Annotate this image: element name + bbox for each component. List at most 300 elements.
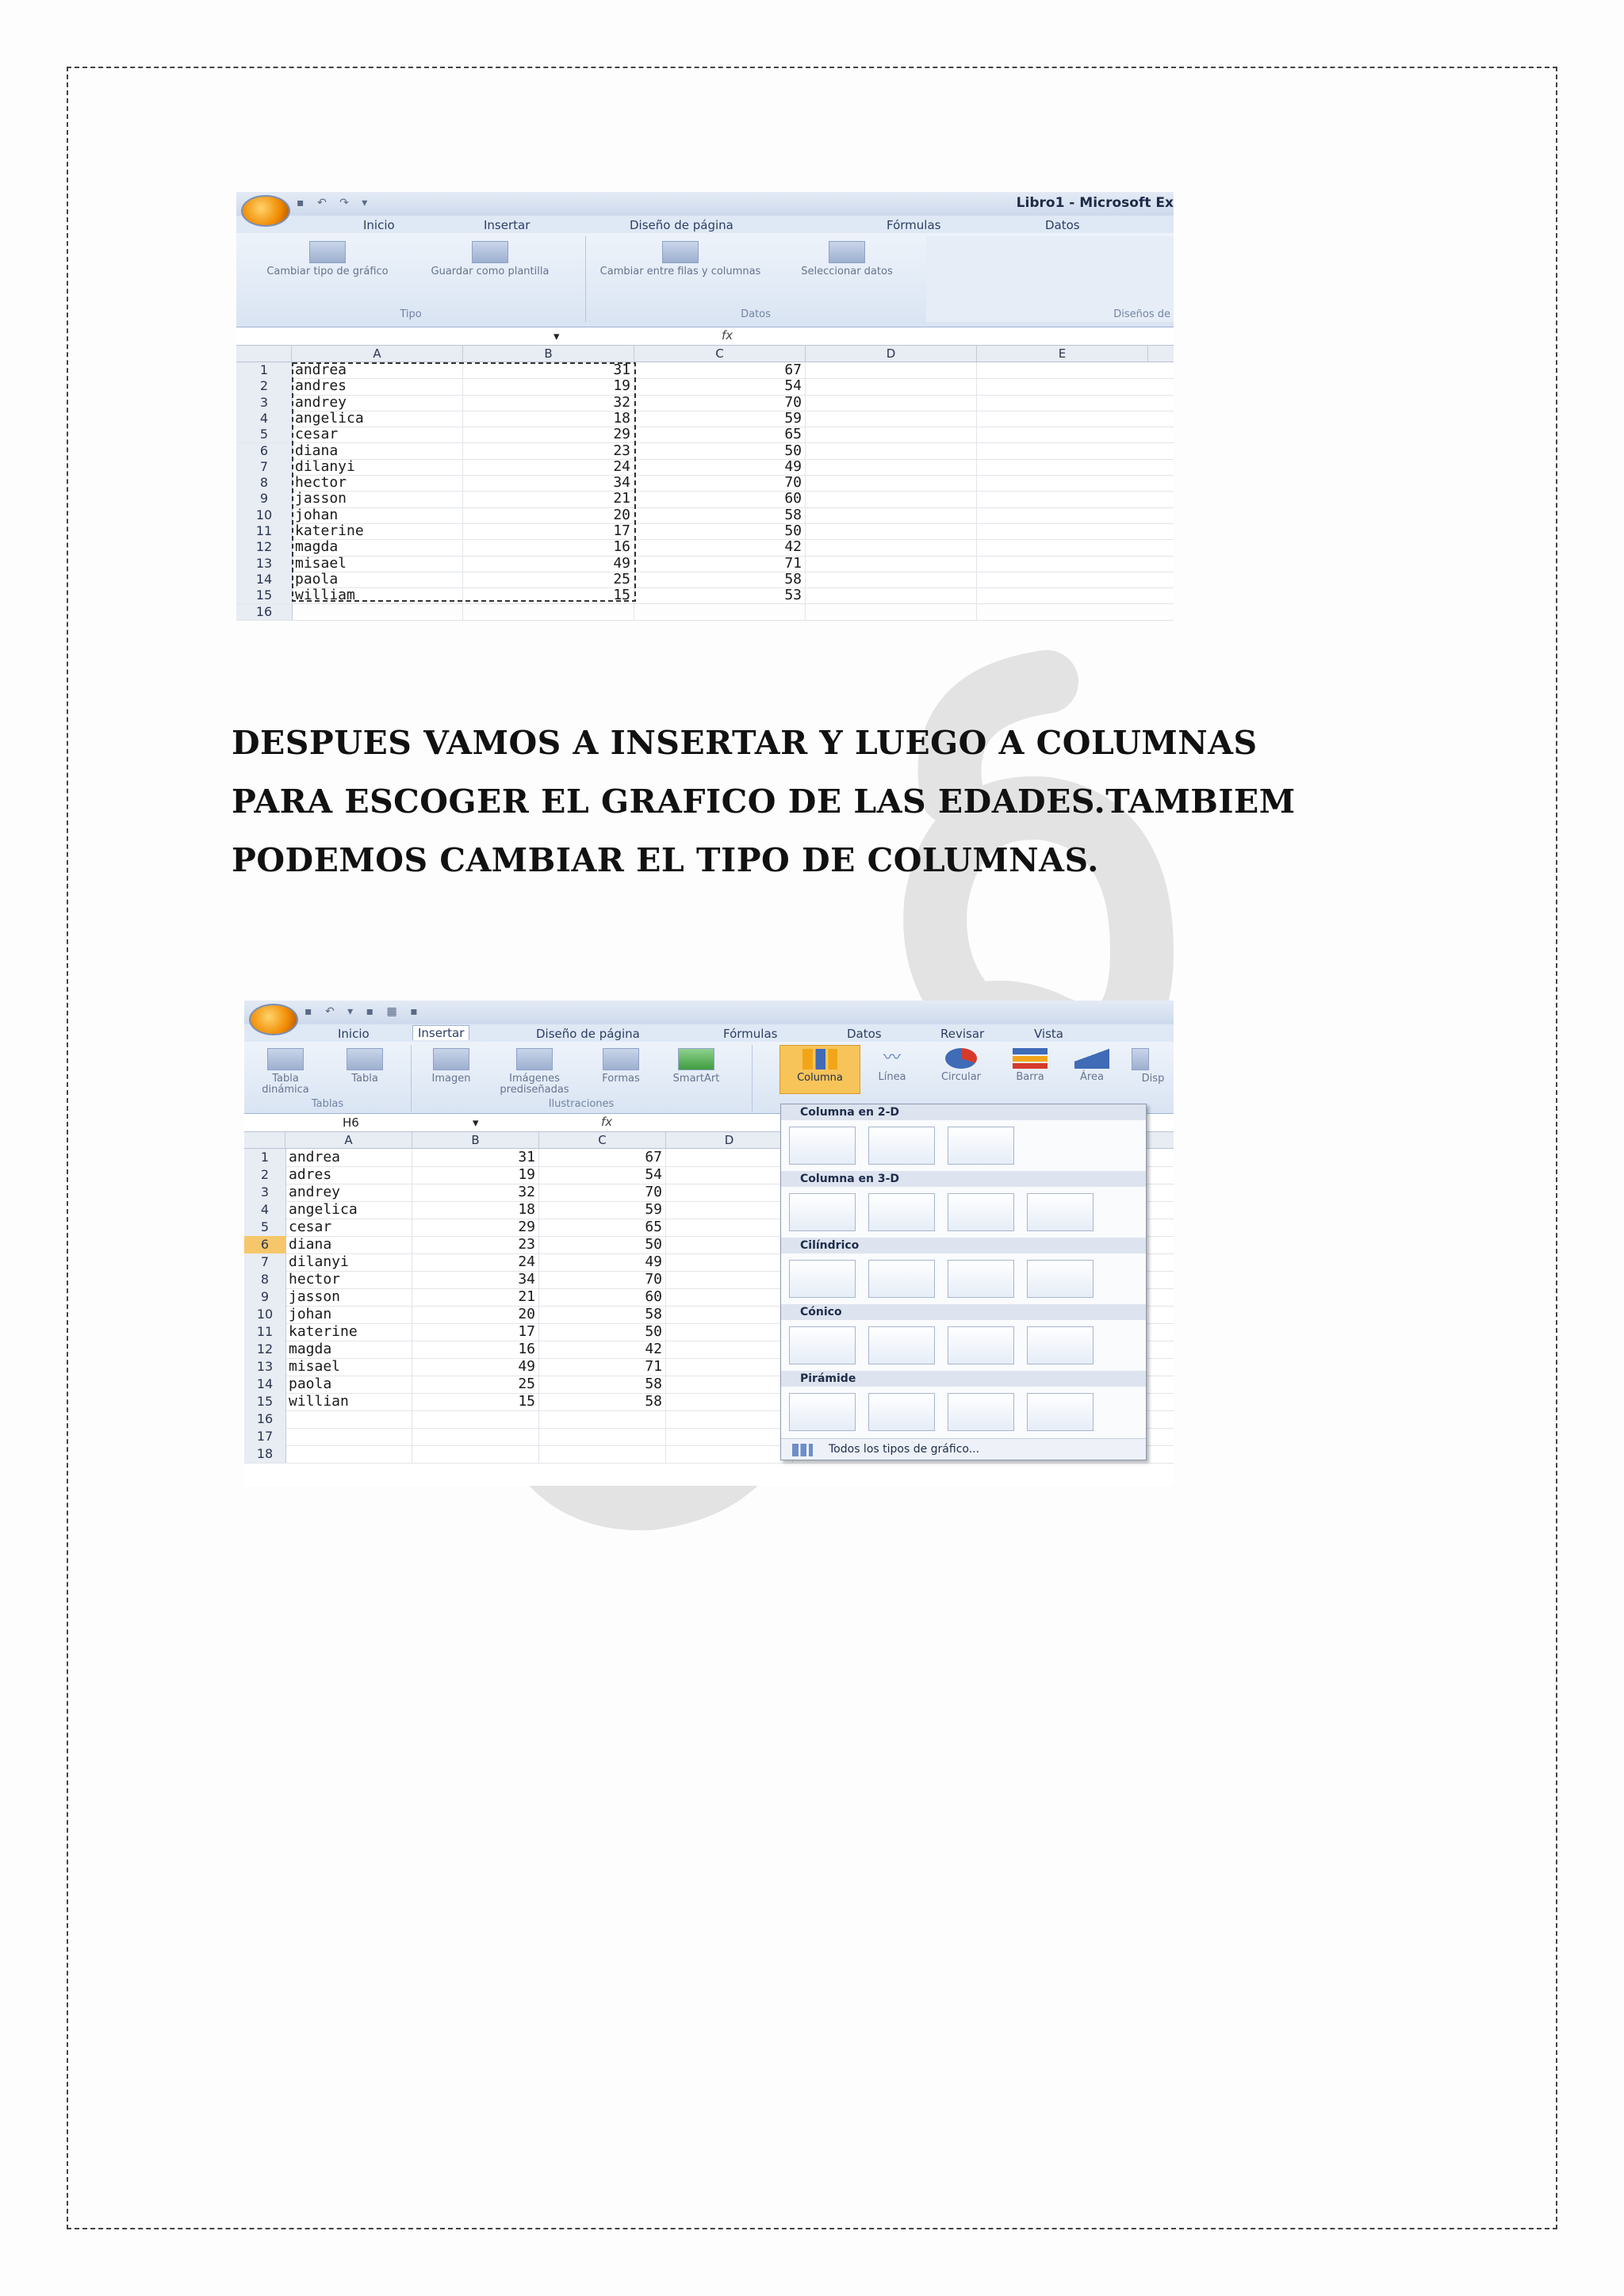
clip-art-button[interactable] <box>487 1048 582 1096</box>
row-header[interactable]: 14 <box>244 1376 286 1393</box>
cell-age[interactable]: 17 <box>463 523 634 539</box>
group-graficos <box>779 1045 1176 1112</box>
cell-age[interactable]: 29 <box>463 427 634 442</box>
cell-value[interactable] <box>539 1410 666 1428</box>
column-header-e[interactable]: E <box>977 346 1148 362</box>
cell-name[interactable] <box>285 1410 412 1428</box>
cell-value[interactable] <box>539 1445 666 1463</box>
ribbon-tabs <box>236 216 1174 234</box>
fx-icon[interactable]: fx <box>722 328 733 342</box>
tab-formulas[interactable]: Fórmulas <box>887 218 941 232</box>
tab-insertar[interactable]: Insertar <box>412 1025 469 1040</box>
cell-age[interactable]: 20 <box>412 1306 539 1323</box>
cone-3d-icon[interactable] <box>1027 1326 1094 1364</box>
row-header[interactable]: 13 <box>236 556 293 572</box>
cell-age[interactable]: 34 <box>412 1271 539 1288</box>
cell-name[interactable]: diana <box>285 1236 412 1253</box>
quick-access-toolbar[interactable]: ▪ ↶ ↷ ▾ <box>297 197 373 209</box>
cell-value[interactable] <box>539 1428 666 1445</box>
group-tipo <box>236 236 586 322</box>
clustered-column-2d-icon[interactable] <box>789 1127 856 1165</box>
pivot-table-label: Tabla dinámica <box>262 1073 309 1096</box>
row-header[interactable]: 15 <box>244 1393 286 1410</box>
pie-chart-icon <box>945 1048 977 1069</box>
cell-name[interactable]: dilanyi <box>285 1253 412 1271</box>
column-chart-label: Columna <box>797 1072 843 1084</box>
smartart-button[interactable] <box>657 1048 736 1085</box>
cell-age[interactable]: 23 <box>463 443 634 459</box>
office-button[interactable] <box>249 1004 298 1035</box>
group-disenos <box>926 236 1174 322</box>
cell-value[interactable]: 59 <box>634 411 806 427</box>
image-button[interactable] <box>416 1048 487 1085</box>
switch-row-column-button[interactable] <box>593 241 768 277</box>
cell-empty[interactable] <box>666 1393 793 1410</box>
row-header[interactable]: 6 <box>244 1236 286 1253</box>
shapes-icon <box>603 1048 639 1070</box>
cell-empty[interactable] <box>806 523 977 539</box>
cell-name[interactable]: katerine <box>285 1323 412 1341</box>
cell-value[interactable]: 50 <box>539 1236 666 1253</box>
stacked100-cone-icon[interactable] <box>948 1326 1014 1364</box>
clustered-pyramid-icon[interactable] <box>789 1393 856 1431</box>
cell-empty[interactable] <box>806 475 977 491</box>
fx-icon[interactable]: fx <box>601 1115 613 1129</box>
cell-value[interactable]: 50 <box>634 523 806 539</box>
cell-empty[interactable] <box>666 1428 793 1445</box>
cell-empty[interactable] <box>666 1149 793 1166</box>
cell-empty[interactable] <box>666 1219 793 1236</box>
group-label-datos: Datos <box>741 308 771 320</box>
row-header[interactable]: 13 <box>244 1358 286 1376</box>
cell-name[interactable]: willian <box>285 1393 412 1410</box>
column-header-c[interactable]: C <box>634 346 806 362</box>
stacked100-cylinder-icon[interactable] <box>948 1260 1014 1298</box>
cell-age[interactable]: 25 <box>412 1376 539 1393</box>
cell-age[interactable]: 32 <box>412 1184 539 1201</box>
image-label: Imagen <box>431 1073 471 1085</box>
row-header[interactable]: 12 <box>236 539 293 555</box>
stacked100-column-2d-icon[interactable] <box>948 1127 1014 1165</box>
tab-diseno-pagina[interactable]: Diseño de página <box>630 218 733 232</box>
clustered-cone-icon[interactable] <box>789 1326 856 1364</box>
scatter-chart-icon <box>1132 1048 1149 1070</box>
cell-name[interactable]: cesar <box>292 427 463 442</box>
cell-age[interactable]: 15 <box>412 1393 539 1410</box>
cell-age[interactable] <box>412 1428 539 1445</box>
cell-age[interactable]: 16 <box>412 1341 539 1358</box>
cell-name[interactable]: magda <box>292 539 463 555</box>
pie-chart-label: Circular <box>940 1071 982 1083</box>
table-icon <box>347 1048 383 1070</box>
name-box-dropdown-icon[interactable]: ▾ <box>473 1115 479 1130</box>
cell-age[interactable] <box>412 1445 539 1463</box>
cell-name[interactable]: paola <box>285 1376 412 1393</box>
row-header[interactable]: 18 <box>244 1445 286 1463</box>
column-header-b[interactable]: B <box>463 346 634 362</box>
clustered-cylinder-icon[interactable] <box>789 1260 856 1298</box>
cell-name[interactable]: cesar <box>285 1219 412 1236</box>
cell-empty[interactable] <box>806 587 977 603</box>
select-all-corner[interactable] <box>244 1132 285 1148</box>
cell-value[interactable]: 50 <box>539 1323 666 1341</box>
cell-age[interactable]: 19 <box>463 378 634 394</box>
cell-age[interactable]: 21 <box>412 1288 539 1306</box>
group-label-ilustraciones: Ilustraciones <box>548 1098 615 1110</box>
stacked100-column-3d-icon[interactable] <box>948 1193 1014 1231</box>
row-header[interactable]: 16 <box>244 1410 286 1428</box>
cell-empty[interactable] <box>666 1236 793 1253</box>
cell-value[interactable]: 70 <box>539 1271 666 1288</box>
row-header[interactable]: 4 <box>244 1201 286 1219</box>
row-header[interactable]: 15 <box>236 587 293 603</box>
group-label-disenos: Diseños de <box>1113 308 1170 320</box>
column-header-a[interactable]: A <box>292 346 463 362</box>
quick-access-toolbar[interactable]: ▪ ↶ ▾ ▪ ▦ ▪ <box>304 1005 423 1018</box>
stacked-column-3d-icon[interactable] <box>868 1193 935 1231</box>
cell-empty[interactable] <box>806 427 977 442</box>
ribbon-tabs <box>244 1024 1174 1043</box>
stacked-column-2d-icon[interactable] <box>868 1127 935 1165</box>
cell-age[interactable]: 18 <box>463 411 634 427</box>
row-header[interactable]: 3 <box>244 1184 286 1201</box>
tab-inicio[interactable]: Inicio <box>363 218 395 232</box>
cell-value[interactable]: 54 <box>634 378 806 394</box>
row-header[interactable]: 5 <box>244 1219 286 1236</box>
cell-empty[interactable] <box>666 1341 793 1358</box>
group-label-tablas: Tablas <box>311 1098 344 1110</box>
row-header[interactable]: 4 <box>236 411 293 427</box>
cell-age[interactable]: 31 <box>412 1149 539 1166</box>
line-chart-button[interactable] <box>862 1048 922 1083</box>
copy-selection-marquee <box>292 362 636 603</box>
bar-chart-label: Barra <box>1016 1071 1044 1083</box>
cell-value[interactable]: 70 <box>539 1184 666 1201</box>
group-ilustraciones <box>411 1045 753 1112</box>
row-header[interactable]: 8 <box>244 1271 286 1288</box>
pyramid-3d-icon[interactable] <box>1027 1393 1094 1431</box>
select-data-button[interactable] <box>776 241 918 277</box>
cell-empty[interactable] <box>666 1323 793 1341</box>
stacked-cone-icon[interactable] <box>868 1326 935 1364</box>
cell-empty[interactable] <box>806 572 977 587</box>
switch-row-column-icon <box>662 241 699 263</box>
cell-age[interactable]: 29 <box>412 1219 539 1236</box>
column-header-b[interactable]: B <box>412 1132 539 1148</box>
cell-name[interactable]: magda <box>285 1341 412 1358</box>
bar-chart-button[interactable] <box>1000 1048 1060 1083</box>
cell-value[interactable]: 71 <box>634 556 806 572</box>
column-header-c[interactable]: C <box>539 1132 666 1148</box>
all-chart-types-icon <box>792 1444 813 1456</box>
cell-value[interactable]: 67 <box>634 362 806 378</box>
cell-empty[interactable] <box>806 411 977 427</box>
cell-value[interactable]: 49 <box>634 459 806 475</box>
clustered-column-3d-icon[interactable] <box>789 1193 856 1231</box>
row-header[interactable]: 11 <box>244 1323 286 1341</box>
gallery-section-cylinder: Cilíndrico <box>781 1238 1146 1253</box>
cell-empty[interactable] <box>806 507 977 523</box>
cell-empty[interactable] <box>666 1166 793 1184</box>
title-bar <box>236 192 1174 216</box>
shapes-button[interactable] <box>587 1048 655 1085</box>
cell-value[interactable]: 59 <box>539 1201 666 1219</box>
column-header-a[interactable]: A <box>285 1132 412 1148</box>
chart-type-icon <box>309 241 346 263</box>
cell-empty[interactable] <box>806 491 977 507</box>
cell-name[interactable]: jasson <box>292 491 463 507</box>
pivot-table-icon <box>267 1048 304 1070</box>
cell-age[interactable]: 19 <box>412 1166 539 1184</box>
cell-name[interactable]: paola <box>292 572 463 587</box>
cell-value[interactable]: 54 <box>539 1166 666 1184</box>
ribbon <box>236 233 1174 327</box>
cell-value[interactable] <box>634 604 806 620</box>
cell-empty[interactable] <box>806 378 977 394</box>
name-box[interactable]: H6 <box>343 1115 359 1130</box>
tab-formulas[interactable]: Fórmulas <box>723 1027 778 1041</box>
column-chart-icon <box>802 1049 837 1070</box>
pie-chart-button[interactable] <box>925 1048 997 1083</box>
row-header[interactable]: 5 <box>236 427 293 442</box>
row-header[interactable]: 16 <box>236 604 293 620</box>
cell-empty[interactable] <box>806 604 977 620</box>
smartart-icon <box>678 1048 714 1070</box>
cell-name[interactable]: angelica <box>285 1201 412 1219</box>
bar-chart-icon <box>1013 1048 1048 1069</box>
pivot-table-button[interactable] <box>247 1048 324 1096</box>
cell-name[interactable]: andres <box>292 378 463 394</box>
tab-datos[interactable]: Datos <box>1045 218 1080 232</box>
cell-name[interactable]: andrea <box>285 1149 412 1166</box>
tab-diseno-pagina[interactable]: Diseño de página <box>536 1027 640 1041</box>
template-icon <box>472 241 508 263</box>
cell-age[interactable]: 34 <box>463 475 634 491</box>
title-bar <box>244 1001 1174 1024</box>
cell-value[interactable]: 53 <box>634 587 806 603</box>
change-chart-type-label: Cambiar tipo de gráfico <box>266 266 389 277</box>
gallery-section-3d: Columna en 3-D <box>781 1171 1146 1187</box>
line-chart-label: Línea <box>878 1071 906 1083</box>
cell-value[interactable]: 70 <box>634 395 806 411</box>
row-header[interactable]: 7 <box>244 1253 286 1271</box>
area-chart-label: Área <box>1080 1071 1104 1083</box>
row-header[interactable]: 17 <box>244 1428 286 1445</box>
row-header[interactable]: 7 <box>236 459 293 475</box>
row-header[interactable]: 10 <box>244 1306 286 1323</box>
cell-value[interactable]: 60 <box>634 491 806 507</box>
cell-age[interactable] <box>463 604 634 620</box>
instruction-text: DESPUES VAMOS A INSERTAR Y LUEGO A COLUMNAS PARA ESCOGER EL GRAFICO DE LAS EDADES.TAMBIEM PODEMOS CAMBIAR EL TIPO DE COLUMNAS. <box>232 724 1296 879</box>
cell-age[interactable]: 24 <box>463 459 634 475</box>
stacked100-pyramid-icon[interactable] <box>948 1393 1014 1431</box>
row-header[interactable]: 1 <box>244 1149 286 1166</box>
cell-value[interactable]: 67 <box>539 1149 666 1166</box>
cell-age[interactable]: 32 <box>463 395 634 411</box>
cell-value[interactable]: 65 <box>634 427 806 442</box>
cell-name[interactable]: angelica <box>292 411 463 427</box>
area-chart-button[interactable] <box>1062 1048 1122 1083</box>
column-chart-gallery <box>780 1104 1147 1460</box>
row-header[interactable]: 6 <box>236 443 293 459</box>
row-header[interactable]: 10 <box>236 507 293 523</box>
cell-age[interactable]: 20 <box>463 507 634 523</box>
cell-age[interactable]: 15 <box>463 587 634 603</box>
all-chart-types-link[interactable] <box>781 1438 1146 1460</box>
cell-name[interactable] <box>285 1445 412 1463</box>
cell-name[interactable] <box>285 1428 412 1445</box>
cell-empty[interactable] <box>806 362 977 378</box>
cell-empty[interactable] <box>806 395 977 411</box>
save-template-label: Guardar como plantilla <box>431 266 550 277</box>
cell-value[interactable]: 71 <box>539 1358 666 1376</box>
save-template-button[interactable] <box>411 241 569 277</box>
cell-value[interactable]: 42 <box>539 1341 666 1358</box>
cell-age[interactable]: 21 <box>463 491 634 507</box>
area-chart-icon <box>1074 1048 1109 1069</box>
row-header[interactable]: 14 <box>236 572 293 587</box>
tab-insertar[interactable]: Insertar <box>484 218 530 232</box>
cell-empty[interactable] <box>666 1201 793 1219</box>
cell-name[interactable]: andrey <box>292 395 463 411</box>
row-header[interactable]: 9 <box>244 1288 286 1306</box>
row-header[interactable]: 3 <box>236 395 293 411</box>
group-datos <box>585 236 927 322</box>
cell-name[interactable]: william <box>292 587 463 603</box>
row-header[interactable]: 2 <box>244 1166 286 1184</box>
cell-empty[interactable] <box>806 556 977 572</box>
cell-empty[interactable] <box>666 1271 793 1288</box>
cell-age[interactable]: 17 <box>412 1323 539 1341</box>
excel-screenshot-2 <box>244 1001 1174 1486</box>
cell-name[interactable] <box>292 604 463 620</box>
cylinder-3d-icon[interactable] <box>1027 1260 1094 1298</box>
stacked-pyramid-icon[interactable] <box>868 1393 935 1431</box>
cell-age[interactable]: 16 <box>463 539 634 555</box>
select-all-corner[interactable] <box>236 346 292 362</box>
cell-age[interactable]: 18 <box>412 1201 539 1219</box>
cell-empty[interactable] <box>666 1410 793 1428</box>
cell-name[interactable]: johan <box>285 1306 412 1323</box>
tab-revisar[interactable]: Revisar <box>940 1027 985 1041</box>
cell-value[interactable]: 58 <box>634 572 806 587</box>
table-label: Tabla <box>351 1073 378 1085</box>
all-chart-types-label: Todos los tipos de gráfico... <box>829 1443 980 1456</box>
cell-empty[interactable] <box>666 1184 793 1201</box>
group-tablas <box>244 1045 412 1112</box>
scatter-chart-button[interactable] <box>1125 1048 1181 1085</box>
cell-value[interactable]: 60 <box>539 1288 666 1306</box>
tab-vista[interactable]: Vista <box>1034 1027 1063 1041</box>
table-button[interactable] <box>327 1048 403 1085</box>
cell-name[interactable]: misael <box>285 1358 412 1376</box>
row-header[interactable]: 8 <box>236 475 293 491</box>
stacked-cylinder-icon[interactable] <box>868 1260 935 1298</box>
tab-inicio[interactable]: Inicio <box>338 1027 370 1041</box>
table-row <box>236 604 1174 621</box>
gallery-section-2d: Columna en 2-D <box>781 1104 1146 1120</box>
row-header[interactable]: 11 <box>236 523 293 539</box>
cell-age[interactable]: 49 <box>463 556 634 572</box>
cell-age[interactable] <box>412 1410 539 1428</box>
change-chart-type-button[interactable] <box>252 241 403 277</box>
cell-empty[interactable] <box>806 443 977 459</box>
cell-name[interactable]: hector <box>292 475 463 491</box>
tab-datos[interactable]: Datos <box>847 1027 882 1041</box>
formula-bar <box>236 327 1174 346</box>
select-data-label: Seleccionar datos <box>801 266 893 277</box>
cell-value[interactable]: 58 <box>539 1306 666 1323</box>
cell-empty[interactable] <box>666 1253 793 1271</box>
column-chart-button[interactable] <box>779 1045 860 1094</box>
cell-name[interactable]: hector <box>285 1271 412 1288</box>
row-header[interactable]: 9 <box>236 491 293 507</box>
cell-value[interactable]: 65 <box>539 1219 666 1236</box>
cell-empty[interactable] <box>806 539 977 555</box>
image-icon <box>433 1048 469 1070</box>
row-header[interactable]: 2 <box>236 378 293 394</box>
cell-name[interactable]: katerine <box>292 523 463 539</box>
cell-value[interactable]: 58 <box>634 507 806 523</box>
cell-empty[interactable] <box>666 1445 793 1463</box>
cell-age[interactable]: 23 <box>412 1236 539 1253</box>
line-chart-icon: 〰 <box>883 1048 901 1068</box>
clip-art-icon <box>516 1048 553 1070</box>
cell-value[interactable]: 58 <box>539 1376 666 1393</box>
cell-value[interactable]: 49 <box>539 1253 666 1271</box>
column-header-d[interactable]: D <box>666 1132 793 1148</box>
cell-name[interactable]: dilanyi <box>292 459 463 475</box>
cell-empty[interactable] <box>806 459 977 475</box>
cell-name[interactable]: adres <box>285 1166 412 1184</box>
gallery-section-cone: Cónico <box>781 1304 1146 1320</box>
cell-age[interactable]: 31 <box>463 362 634 378</box>
gallery-section-pyramid: Pirámide <box>781 1371 1146 1387</box>
cell-empty[interactable] <box>666 1306 793 1323</box>
cell-name[interactable]: andrey <box>285 1184 412 1201</box>
cell-value[interactable]: 50 <box>634 443 806 459</box>
cell-age[interactable]: 25 <box>463 572 634 587</box>
row-header[interactable]: 1 <box>236 362 293 378</box>
cell-name[interactable]: johan <box>292 507 463 523</box>
cell-empty[interactable] <box>666 1288 793 1306</box>
column-3d-icon[interactable] <box>1027 1193 1094 1231</box>
excel-screenshot-1 <box>236 192 1174 619</box>
cell-value[interactable]: 70 <box>634 475 806 491</box>
row-header[interactable]: 12 <box>244 1341 286 1358</box>
cell-empty[interactable] <box>666 1376 793 1393</box>
smartart-label: SmartArt <box>672 1073 720 1085</box>
scatter-chart-label: Disp <box>1141 1073 1165 1085</box>
cell-name[interactable]: jasson <box>285 1288 412 1306</box>
clip-art-label: Imágenes prediseñadas <box>500 1073 569 1096</box>
window-title: Libro1 - Microsoft Ex <box>1016 195 1174 211</box>
office-button[interactable] <box>241 195 290 227</box>
column-header-row <box>236 346 1174 362</box>
cell-name[interactable]: misael <box>292 556 463 572</box>
shapes-label: Formas <box>602 1073 640 1085</box>
switch-row-column-label: Cambiar entre filas y columnas <box>599 266 761 277</box>
cell-value[interactable]: 42 <box>634 539 806 555</box>
name-box-dropdown-icon[interactable]: ▾ <box>553 329 560 343</box>
cell-value[interactable]: 58 <box>539 1393 666 1410</box>
column-header-d[interactable]: D <box>806 346 977 362</box>
cell-age[interactable]: 49 <box>412 1358 539 1376</box>
cell-name[interactable]: andrea <box>292 362 463 378</box>
cell-name[interactable]: diana <box>292 443 463 459</box>
cell-empty[interactable] <box>666 1358 793 1376</box>
cell-age[interactable]: 24 <box>412 1253 539 1271</box>
